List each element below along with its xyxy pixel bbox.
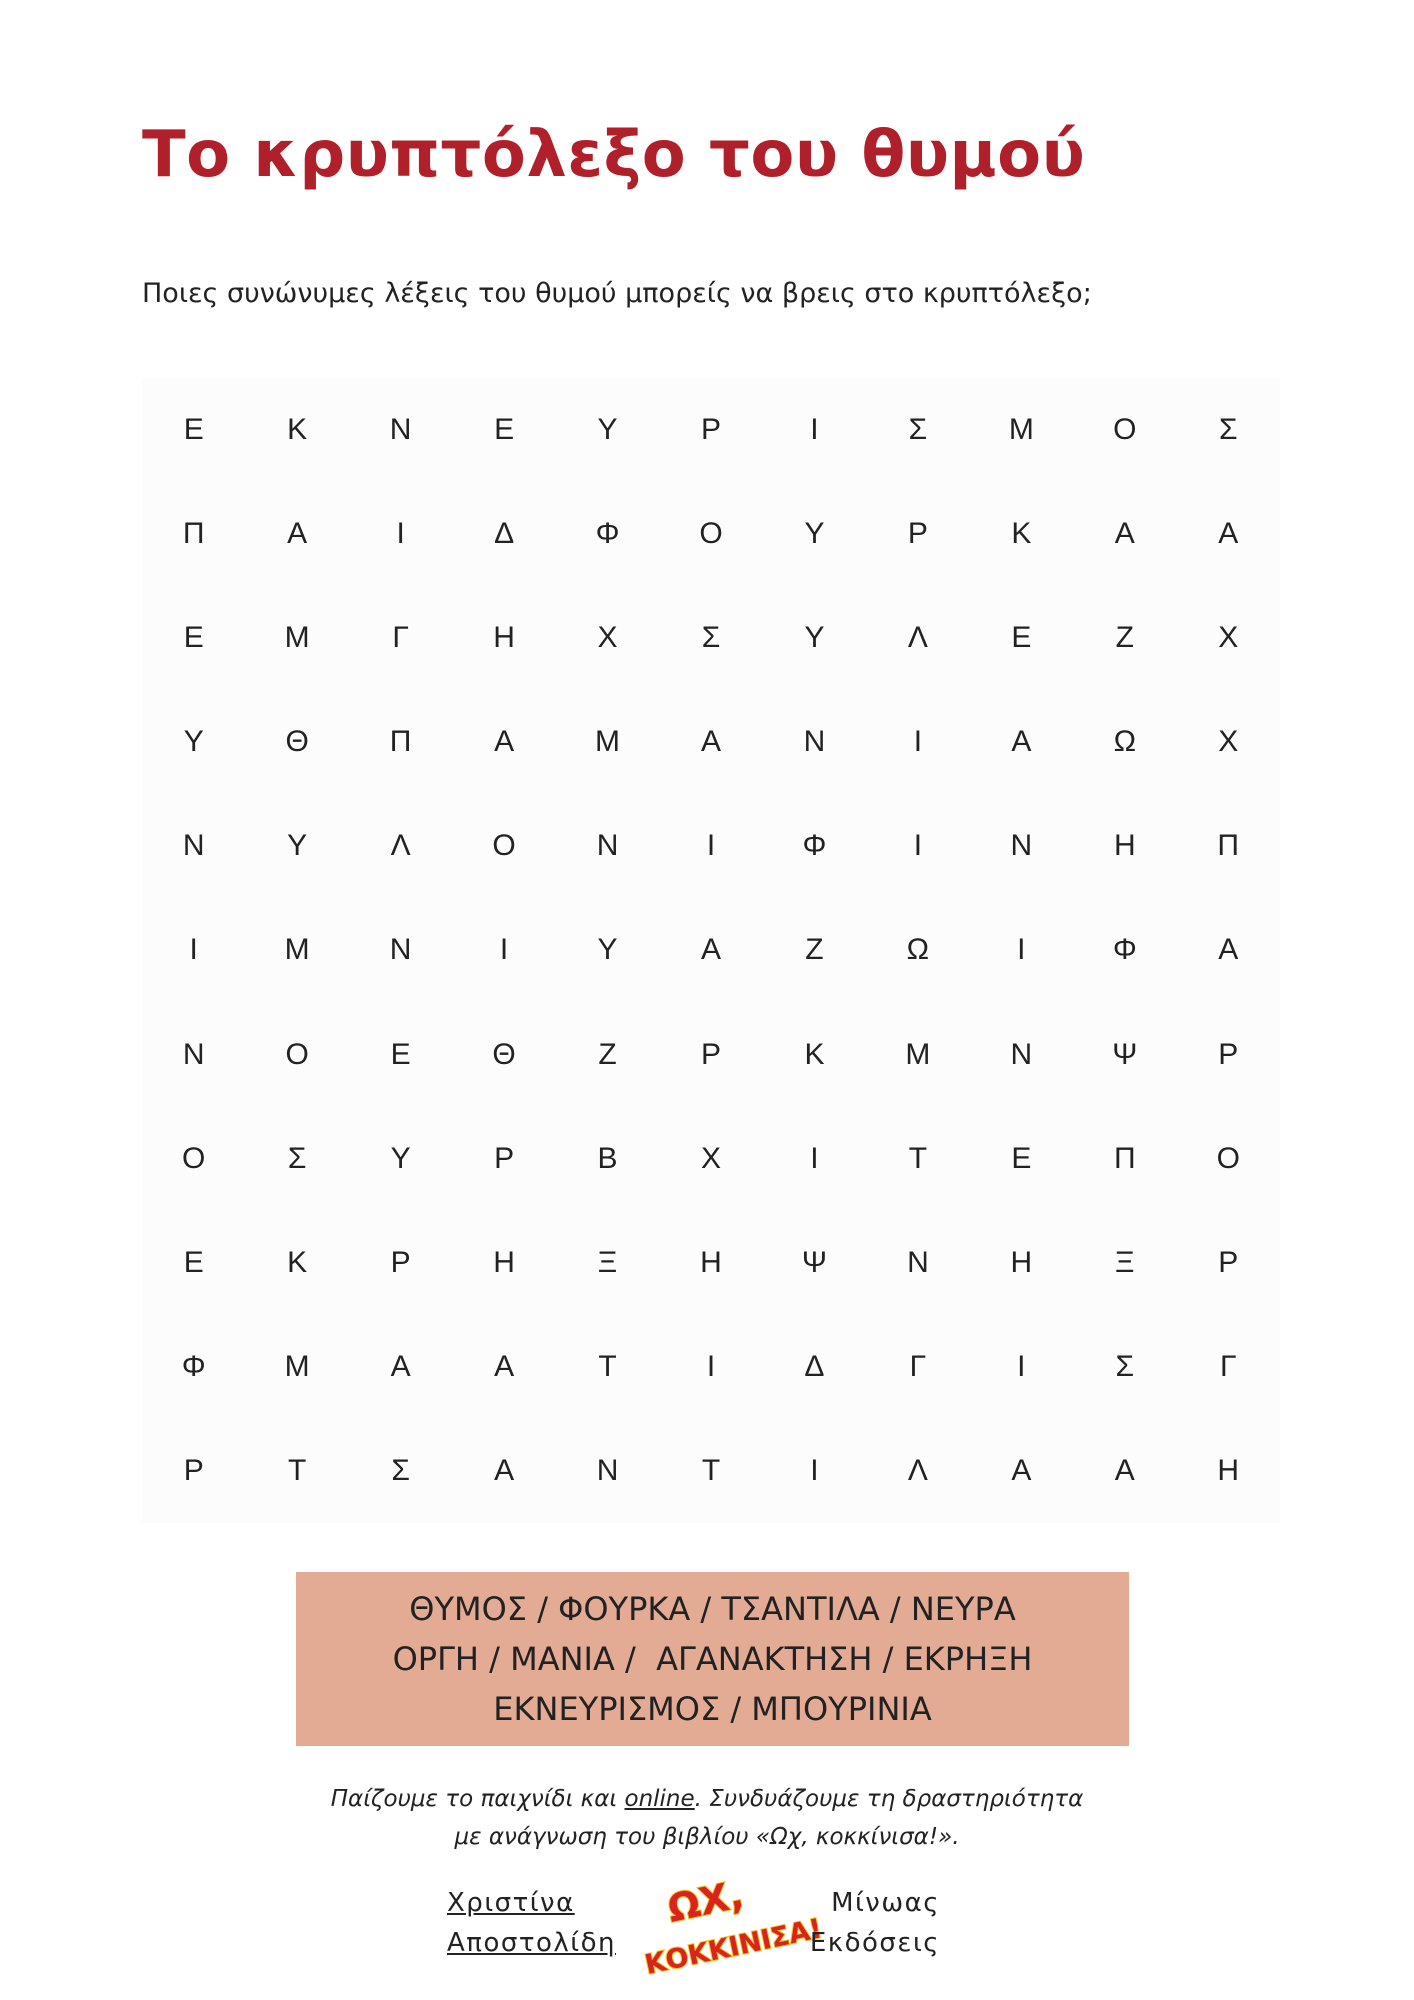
grid-letter: Ι bbox=[810, 1141, 819, 1175]
grid-letter: Χ bbox=[1218, 725, 1239, 759]
grid-letter: Ο bbox=[1113, 413, 1137, 447]
grid-letter: Ι bbox=[1017, 933, 1026, 967]
grid-letter: Θ bbox=[492, 1037, 516, 1071]
grid-letter: Α bbox=[1218, 517, 1239, 551]
grid-letter: Ι bbox=[913, 725, 923, 759]
grid-letter: Ρ bbox=[1218, 1037, 1239, 1071]
grid-letter: Δ bbox=[494, 517, 515, 551]
grid-letter: Ρ bbox=[700, 1037, 721, 1071]
grid-letter: Ζ bbox=[1115, 621, 1134, 655]
grid-letter: Η bbox=[493, 621, 515, 655]
grid-letter: Θ bbox=[285, 725, 309, 759]
grid-letter: Γ bbox=[909, 1349, 927, 1383]
grid-letter: Ο bbox=[492, 829, 516, 863]
grid-letter: Α bbox=[287, 517, 308, 551]
grid-letter: Ε bbox=[183, 621, 204, 655]
grid-letter: Ρ bbox=[494, 1141, 515, 1175]
grid-letter: Τ bbox=[701, 1453, 721, 1487]
instruction-text: Ποιες συνώνυμες λέξεις του θυμού μπορείς να βρεις στο κρυπτόλεξο; bbox=[142, 278, 1092, 309]
author-last-name[interactable]: Αποστολίδη bbox=[447, 1928, 616, 1958]
grid-letter: Λ bbox=[907, 1453, 928, 1487]
word-list-box bbox=[296, 1572, 1129, 1746]
note-text: . Συνδυάζουμε τη δραστηριότητα bbox=[694, 1786, 1084, 1812]
grid-letter: Ρ bbox=[700, 413, 721, 447]
grid-letter: Η bbox=[493, 1245, 515, 1279]
grid-letter: Ο bbox=[182, 1141, 206, 1175]
note-line-1 bbox=[142, 1786, 1272, 1812]
grid-letter: Α bbox=[390, 1349, 411, 1383]
grid-letter: Ν bbox=[389, 933, 412, 967]
grid-letter: Ψ bbox=[801, 1245, 827, 1279]
grid-letter: Μ bbox=[1008, 413, 1034, 447]
grid-letter: Υ bbox=[804, 621, 825, 655]
grid-letter: Σ bbox=[908, 413, 928, 447]
grid-letter: Α bbox=[1114, 1453, 1135, 1487]
grid-letter: Κ bbox=[1011, 517, 1032, 551]
grid-letter: Ν bbox=[907, 1245, 929, 1279]
grid-letter: Φ bbox=[181, 1349, 206, 1383]
word-list-line: ΕΚΝΕΥΡΙΣΜΟΣ / ΜΠΟΥΡΙΝΙΑ bbox=[493, 1690, 932, 1728]
grid-letter: Μ bbox=[284, 1349, 310, 1383]
grid-letter: Υ bbox=[183, 725, 204, 759]
grid-letter: Ζ bbox=[598, 1037, 617, 1071]
grid-letter: Α bbox=[1011, 1453, 1032, 1487]
logo-text-line2: ΚΟΚΚΙΝΙΣΑ! bbox=[642, 1913, 825, 1982]
grid-letter: Α bbox=[700, 933, 721, 967]
grid-letter: Η bbox=[1113, 829, 1136, 863]
grid-letter: Ω bbox=[906, 933, 930, 967]
word-search-grid bbox=[142, 378, 1280, 1523]
grid-letter: Α bbox=[700, 725, 721, 759]
grid-letter: Ε bbox=[390, 1037, 411, 1071]
grid-letter: Υ bbox=[287, 829, 308, 863]
grid-letter: Σ bbox=[701, 621, 721, 655]
grid-letter: Α bbox=[1218, 933, 1239, 967]
grid-letter: Ν bbox=[182, 1037, 205, 1071]
grid-letter: Α bbox=[494, 725, 515, 759]
grid-letter: Τ bbox=[288, 1453, 307, 1487]
grid-letter: Π bbox=[1113, 1141, 1136, 1175]
grid-letter: Ι bbox=[396, 517, 405, 551]
grid-letter: Σ bbox=[287, 1141, 307, 1175]
grid-letter: Ω bbox=[1113, 725, 1137, 759]
grid-letter: Ο bbox=[285, 1037, 309, 1071]
grid-letter: Κ bbox=[804, 1037, 825, 1071]
grid-letter: Ο bbox=[1216, 1141, 1240, 1175]
grid-letter: Ι bbox=[189, 933, 198, 967]
grid-letter: Π bbox=[389, 725, 412, 759]
publisher-name bbox=[800, 1883, 940, 1963]
grid-letter: Α bbox=[494, 1453, 515, 1487]
grid-letter: Ρ bbox=[1218, 1245, 1239, 1279]
grid-letter: Ι bbox=[706, 829, 716, 863]
grid-letter: Ι bbox=[810, 1453, 819, 1487]
grid-letter: Φ bbox=[595, 517, 620, 551]
grid-letter: Μ bbox=[905, 1037, 931, 1071]
grid-letter: Ε bbox=[1011, 1141, 1032, 1175]
grid-letter: Β bbox=[597, 1141, 618, 1175]
grid-letter: Ξ bbox=[1115, 1245, 1135, 1279]
grid-letter: Ν bbox=[1010, 1037, 1033, 1071]
grid-letter: Ι bbox=[499, 933, 509, 967]
grid-letter: Τ bbox=[598, 1349, 617, 1383]
grid-letter: Σ bbox=[1218, 413, 1238, 447]
grid-letter: Τ bbox=[908, 1141, 928, 1175]
note-text: Παίζουμε το παιχνίδι και bbox=[330, 1786, 625, 1812]
grid-letter: Κ bbox=[287, 1245, 308, 1279]
grid-letter: Χ bbox=[597, 621, 618, 655]
grid-letter: Ξ bbox=[597, 1245, 618, 1279]
grid-letter: Ε bbox=[183, 413, 204, 447]
grid-letter: Ι bbox=[1017, 1349, 1026, 1383]
online-link[interactable]: online bbox=[624, 1786, 695, 1812]
grid-letter: Ρ bbox=[907, 517, 928, 551]
word-list-line: ΘΥΜΟΣ / ΦΟΥΡΚΑ / ΤΣΑΝΤΙΛΑ / ΝΕΥΡΑ bbox=[409, 1590, 1016, 1628]
grid-letter: Η bbox=[1010, 1245, 1033, 1279]
grid-letter: Ν bbox=[182, 829, 205, 863]
grid-letter: Χ bbox=[1218, 621, 1239, 655]
author-name[interactable] bbox=[447, 1883, 616, 1963]
grid-letter: Ν bbox=[803, 725, 826, 759]
grid-letter: Δ bbox=[804, 1349, 825, 1383]
grid-letter: Ψ bbox=[1112, 1037, 1138, 1071]
grid-letter: Η bbox=[1217, 1453, 1240, 1487]
grid-letter: Λ bbox=[907, 621, 928, 655]
grid-letter: Φ bbox=[802, 829, 827, 863]
grid-letter: Φ bbox=[1112, 933, 1137, 967]
grid-letter: Ν bbox=[1010, 829, 1033, 863]
grid-letter: Ν bbox=[596, 829, 619, 863]
grid-letter: Ι bbox=[706, 1349, 716, 1383]
grid-letter: Κ bbox=[287, 413, 308, 447]
grid-letter: Σ bbox=[391, 1453, 410, 1487]
grid-letter: Ο bbox=[699, 517, 723, 551]
grid-letter: Λ bbox=[390, 829, 411, 863]
grid-letter: Ζ bbox=[805, 933, 824, 967]
grid-letter: Α bbox=[1114, 517, 1135, 551]
grid-letter: Χ bbox=[700, 1141, 721, 1175]
grid-letter: Ν bbox=[389, 413, 412, 447]
grid-letter: Η bbox=[700, 1245, 722, 1279]
note-line-2: με ανάγνωση του βιβλίου «Ωχ, κοκκίνισα!». bbox=[454, 1824, 960, 1850]
grid-letter: Υ bbox=[597, 413, 618, 447]
publisher-line-2: Εκδόσεις bbox=[809, 1928, 940, 1958]
grid-letter: Ε bbox=[494, 413, 515, 447]
grid-letter: Γ bbox=[1219, 1349, 1237, 1383]
grid-letter: Π bbox=[182, 517, 205, 551]
grid-letter: Σ bbox=[1115, 1349, 1135, 1383]
grid-letter: Α bbox=[1011, 725, 1032, 759]
grid-letter: Ρ bbox=[390, 1245, 411, 1279]
book-logo bbox=[630, 1868, 825, 1982]
grid-letter: Ρ bbox=[183, 1453, 204, 1487]
word-list-line: ΟΡΓΗ / ΜΑΝΙΑ / ΑΓΑΝΑΚΤΗΣΗ / ΕΚΡΗΞΗ bbox=[392, 1640, 1033, 1678]
grid-letter: Γ bbox=[392, 621, 409, 655]
grid-letter: Μ bbox=[284, 621, 310, 655]
grid-letter: Υ bbox=[804, 517, 825, 551]
grid-letter: Ι bbox=[810, 413, 819, 447]
grid-letter: Ι bbox=[913, 829, 923, 863]
grid-letter: Ε bbox=[183, 1245, 204, 1279]
grid-letter: Υ bbox=[597, 933, 618, 967]
grid-letter: Μ bbox=[595, 725, 621, 759]
grid-letter: Ε bbox=[1011, 621, 1032, 655]
page-title: Το κρυπτόλεξο του θυμού bbox=[142, 118, 1086, 192]
grid-letter: Υ bbox=[390, 1141, 411, 1175]
publisher-line-1: Μίνωας bbox=[831, 1888, 940, 1918]
grid-letter: Α bbox=[494, 1349, 515, 1383]
grid-letter: Π bbox=[1217, 829, 1240, 863]
author-first-name[interactable]: Χριστίνα bbox=[447, 1888, 575, 1918]
grid-letter: Ν bbox=[596, 1453, 619, 1487]
logo-text-line1: ΩΧ, bbox=[663, 1872, 748, 1931]
grid-letter: Μ bbox=[284, 933, 310, 967]
